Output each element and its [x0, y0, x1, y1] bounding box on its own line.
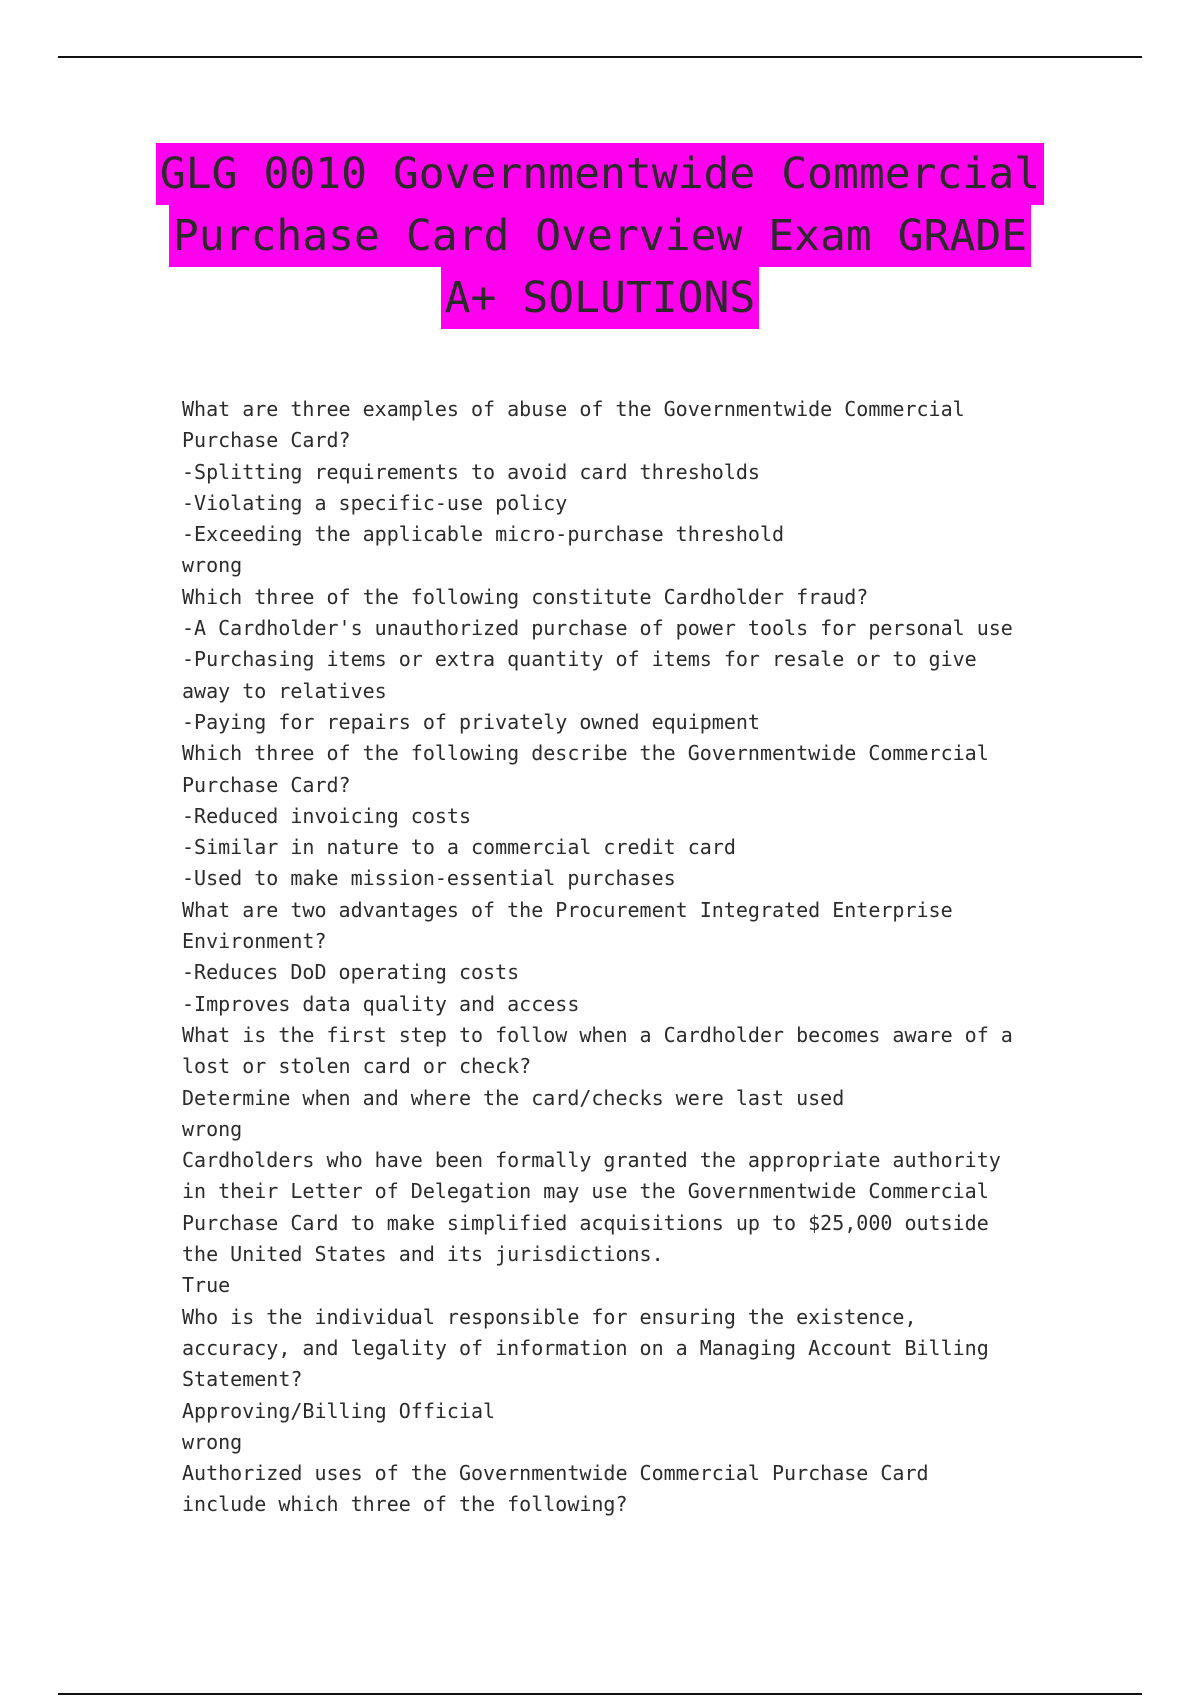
- body-line: Determine when and where the card/checks were last used: [182, 1085, 845, 1110]
- body-line: -Splitting requirements to avoid card thresholds: [182, 459, 760, 484]
- document-body: [182, 394, 1032, 1521]
- body-line: What are two advantages of the Procurement Integrated Enterprise: [182, 897, 953, 922]
- body-line: Purchase Card?: [182, 772, 351, 797]
- body-line: away to relatives: [182, 678, 387, 703]
- body-line: lost or stolen card or check?: [182, 1054, 532, 1079]
- body-line: Who is the individual responsible for ensuring the existence,: [182, 1304, 917, 1329]
- title-line: Purchase Card Overview Exam GRADE: [169, 205, 1031, 267]
- bottom-divider: [58, 1693, 1142, 1695]
- title-line: GLG 0010 Governmentwide Commercial: [156, 143, 1044, 205]
- body-line: in their Letter of Delegation may use the Governmentwide Commercial: [182, 1179, 989, 1204]
- body-line: -Exceeding the applicable micro-purchase threshold: [182, 522, 785, 547]
- body-line: -Used to make mission-essential purchases: [182, 866, 676, 891]
- body-line: Cardholders who have been formally granted the appropriate authority: [182, 1148, 1001, 1173]
- body-line: wrong: [182, 1116, 243, 1141]
- body-line: What are three examples of abuse of the Governmentwide Commercial: [182, 397, 965, 421]
- body-line: What is the first step to follow when a Cardholder becomes aware of a: [182, 1022, 1013, 1047]
- body-line: -A Cardholder's unauthorized purchase of power tools for personal use: [182, 616, 1013, 641]
- body-line: Which three of the following describe the Governmentwide Commercial: [182, 741, 989, 766]
- body-line: True: [182, 1273, 231, 1298]
- document-title: [150, 143, 1050, 329]
- body-line: wrong: [182, 1429, 243, 1454]
- body-line: -Reduced invoicing costs: [182, 803, 471, 828]
- body-line: -Paying for repairs of privately owned equipment: [182, 709, 760, 734]
- top-divider: [58, 56, 1142, 58]
- title-line: A+ SOLUTIONS: [441, 267, 760, 329]
- body-line: -Purchasing items or extra quantity of items for resale or to give: [182, 647, 977, 672]
- body-line: accuracy, and legality of information on a Managing Account Billing: [182, 1335, 989, 1360]
- body-line: wrong: [182, 553, 243, 578]
- body-line: -Reduces DoD operating costs: [182, 960, 520, 985]
- body-line: -Violating a specific-use policy: [182, 490, 568, 515]
- body-line: Purchase Card to make simplified acquisitions up to $25,000 outside: [182, 1210, 989, 1235]
- body-line: Approving/Billing Official: [182, 1398, 496, 1423]
- body-line: Authorized uses of the Governmentwide Commercial Purchase Card: [182, 1461, 929, 1486]
- body-line: Which three of the following constitute Cardholder fraud?: [182, 584, 869, 609]
- body-line: Statement?: [182, 1367, 303, 1392]
- body-line: the United States and its jurisdictions.: [182, 1242, 664, 1267]
- body-line: Purchase Card?: [182, 428, 351, 453]
- body-line: -Improves data quality and access: [182, 991, 580, 1016]
- body-line: -Similar in nature to a commercial credit card: [182, 835, 736, 860]
- body-line: include which three of the following?: [182, 1492, 628, 1517]
- body-line: Environment?: [182, 929, 327, 954]
